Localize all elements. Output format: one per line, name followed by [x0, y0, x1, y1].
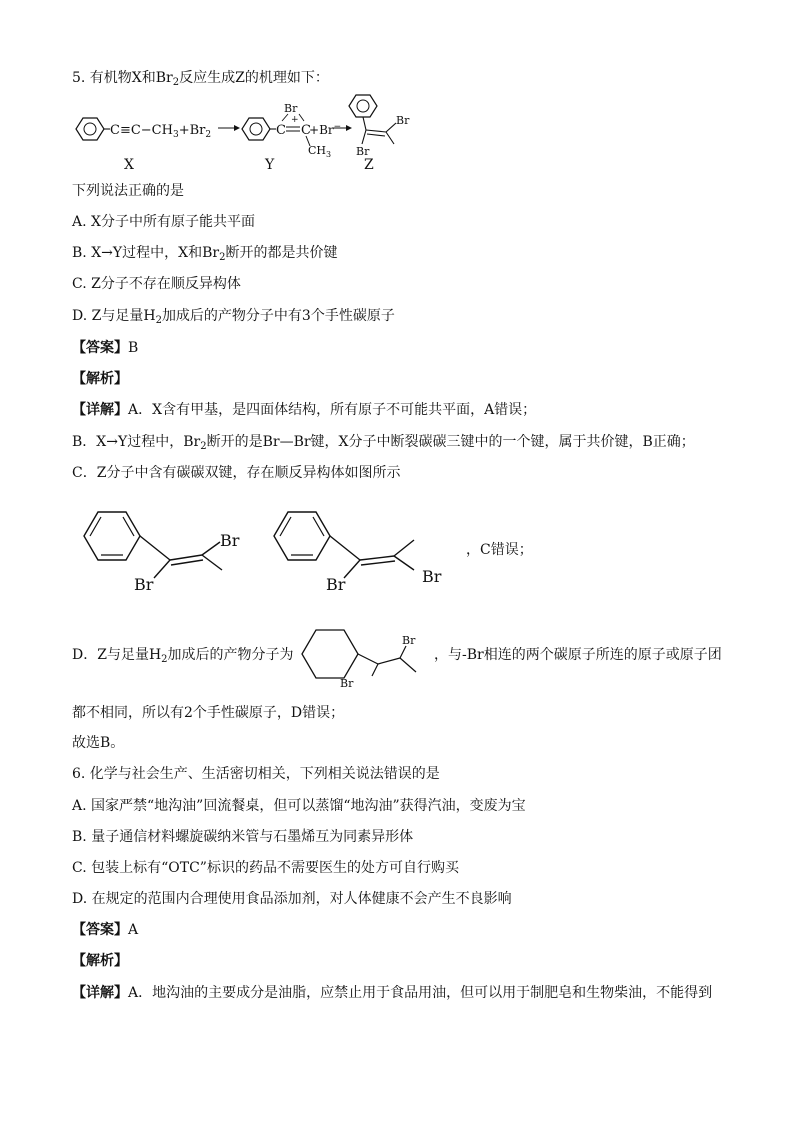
q6-explain-a: 【详解】A．地沟油的主要成分是油脂，应禁止用于食品用油，但可以用于制肥皂和生物柴油，不能得到	[72, 985, 713, 1001]
label-y: Y	[265, 157, 275, 173]
x-chain-text: $C\equiv C-CH_3+Br_2$	[110, 123, 212, 140]
q5-answer: 【答案】B	[72, 340, 139, 356]
benzene-ring-y	[242, 118, 270, 140]
svg-text:Br: Br	[340, 677, 354, 690]
q6-option-d: D. 在规定的范围内合理使用食品添加剂，对人体健康不会产生不良影响	[72, 891, 512, 907]
q6-answer: 【答案】A	[72, 922, 139, 938]
q5-option-d: D. Z与足量$H_2$加成后的产物分子中有3个手性碳原子	[72, 308, 395, 326]
hydrogenation-product	[298, 620, 432, 692]
svg-text:C: C	[301, 123, 311, 138]
svg-text:C: C	[276, 123, 286, 138]
q5-explain-b: B．X→Y过程中，$Br_2$断开的是Br—Br键，X分子中断裂碳碳三键中的一个键，属于共价键，B正确；	[72, 434, 695, 452]
svg-text:CH3: $CH_3$	[308, 144, 332, 159]
svg-text:Br: Br	[134, 575, 154, 594]
svg-text:Br: Br	[396, 114, 410, 127]
q5-option-b: B. X→Y过程中，X和$Br_2$断开的都是共价键	[72, 245, 338, 263]
q5-option-c: C. Z分子不存在顺反异构体	[72, 276, 241, 292]
q5-explain-c: C．Z分子中含有碳碳双键，存在顺反异构体如图所示	[72, 465, 401, 481]
isomer-structures	[78, 498, 458, 598]
svg-text:+: +	[291, 115, 299, 125]
svg-text:Br: Br	[326, 575, 346, 594]
q5-explain-d: D．Z与足量$H_2$加成后的产物分子为	[72, 647, 294, 665]
q6-stem: 6. 化学与社会生产、生活密切相关，下列相关说法错误的是	[72, 766, 440, 782]
q6-option-c: C. 包装上标有“OTC”标识的药品不需要医生的处方可自行购买	[72, 860, 459, 876]
q6-analysis-tag: 【解析】	[72, 953, 128, 969]
label-z: Z	[364, 157, 374, 173]
benzene-ring-x	[76, 118, 104, 140]
benzene-ring-z	[349, 95, 377, 117]
q5-choose: 故选B。	[72, 735, 125, 751]
svg-text:Br: Br	[220, 531, 240, 550]
q5-explain-c-tail: ，C错误；	[466, 542, 533, 558]
isomer-1	[84, 512, 240, 594]
q5-stem: 5. 有机物X和$Br_2$反应生成Z的机理如下：	[72, 70, 329, 88]
label-x: X	[124, 157, 134, 173]
q5-explain-d-cont: ，与-Br相连的两个碳原子所连的原子或原子团	[434, 647, 722, 663]
svg-text:Br: Br	[356, 145, 370, 158]
svg-text:+Br−: +Br−	[309, 122, 342, 137]
svg-text:Br: Br	[402, 634, 416, 647]
svg-text:Br: Br	[422, 567, 442, 586]
svg-text:Br: Br	[284, 102, 298, 115]
q5-option-a: A. X分子中所有原子能共平面	[72, 214, 255, 230]
isomer-2	[274, 512, 442, 594]
q5-explain-d-end: 都不相同，所以有2个手性碳原子，D错误；	[72, 705, 345, 721]
q5-explain-a: 【详解】A．X含有甲基，是四面体结构，所有原子不可能共平面，A错误；	[72, 402, 537, 418]
q6-option-b: B. 量子通信材料螺旋碳纳米管与石墨烯互为同素异形体	[72, 829, 414, 845]
q5-prompt: 下列说法正确的是	[72, 183, 184, 199]
q6-option-a: A. 国家严禁“地沟油”回流餐桌，但可以蒸馏“地沟油”获得汽油，变废为宝	[72, 798, 526, 814]
q5-analysis-tag: 【解析】	[72, 371, 128, 387]
